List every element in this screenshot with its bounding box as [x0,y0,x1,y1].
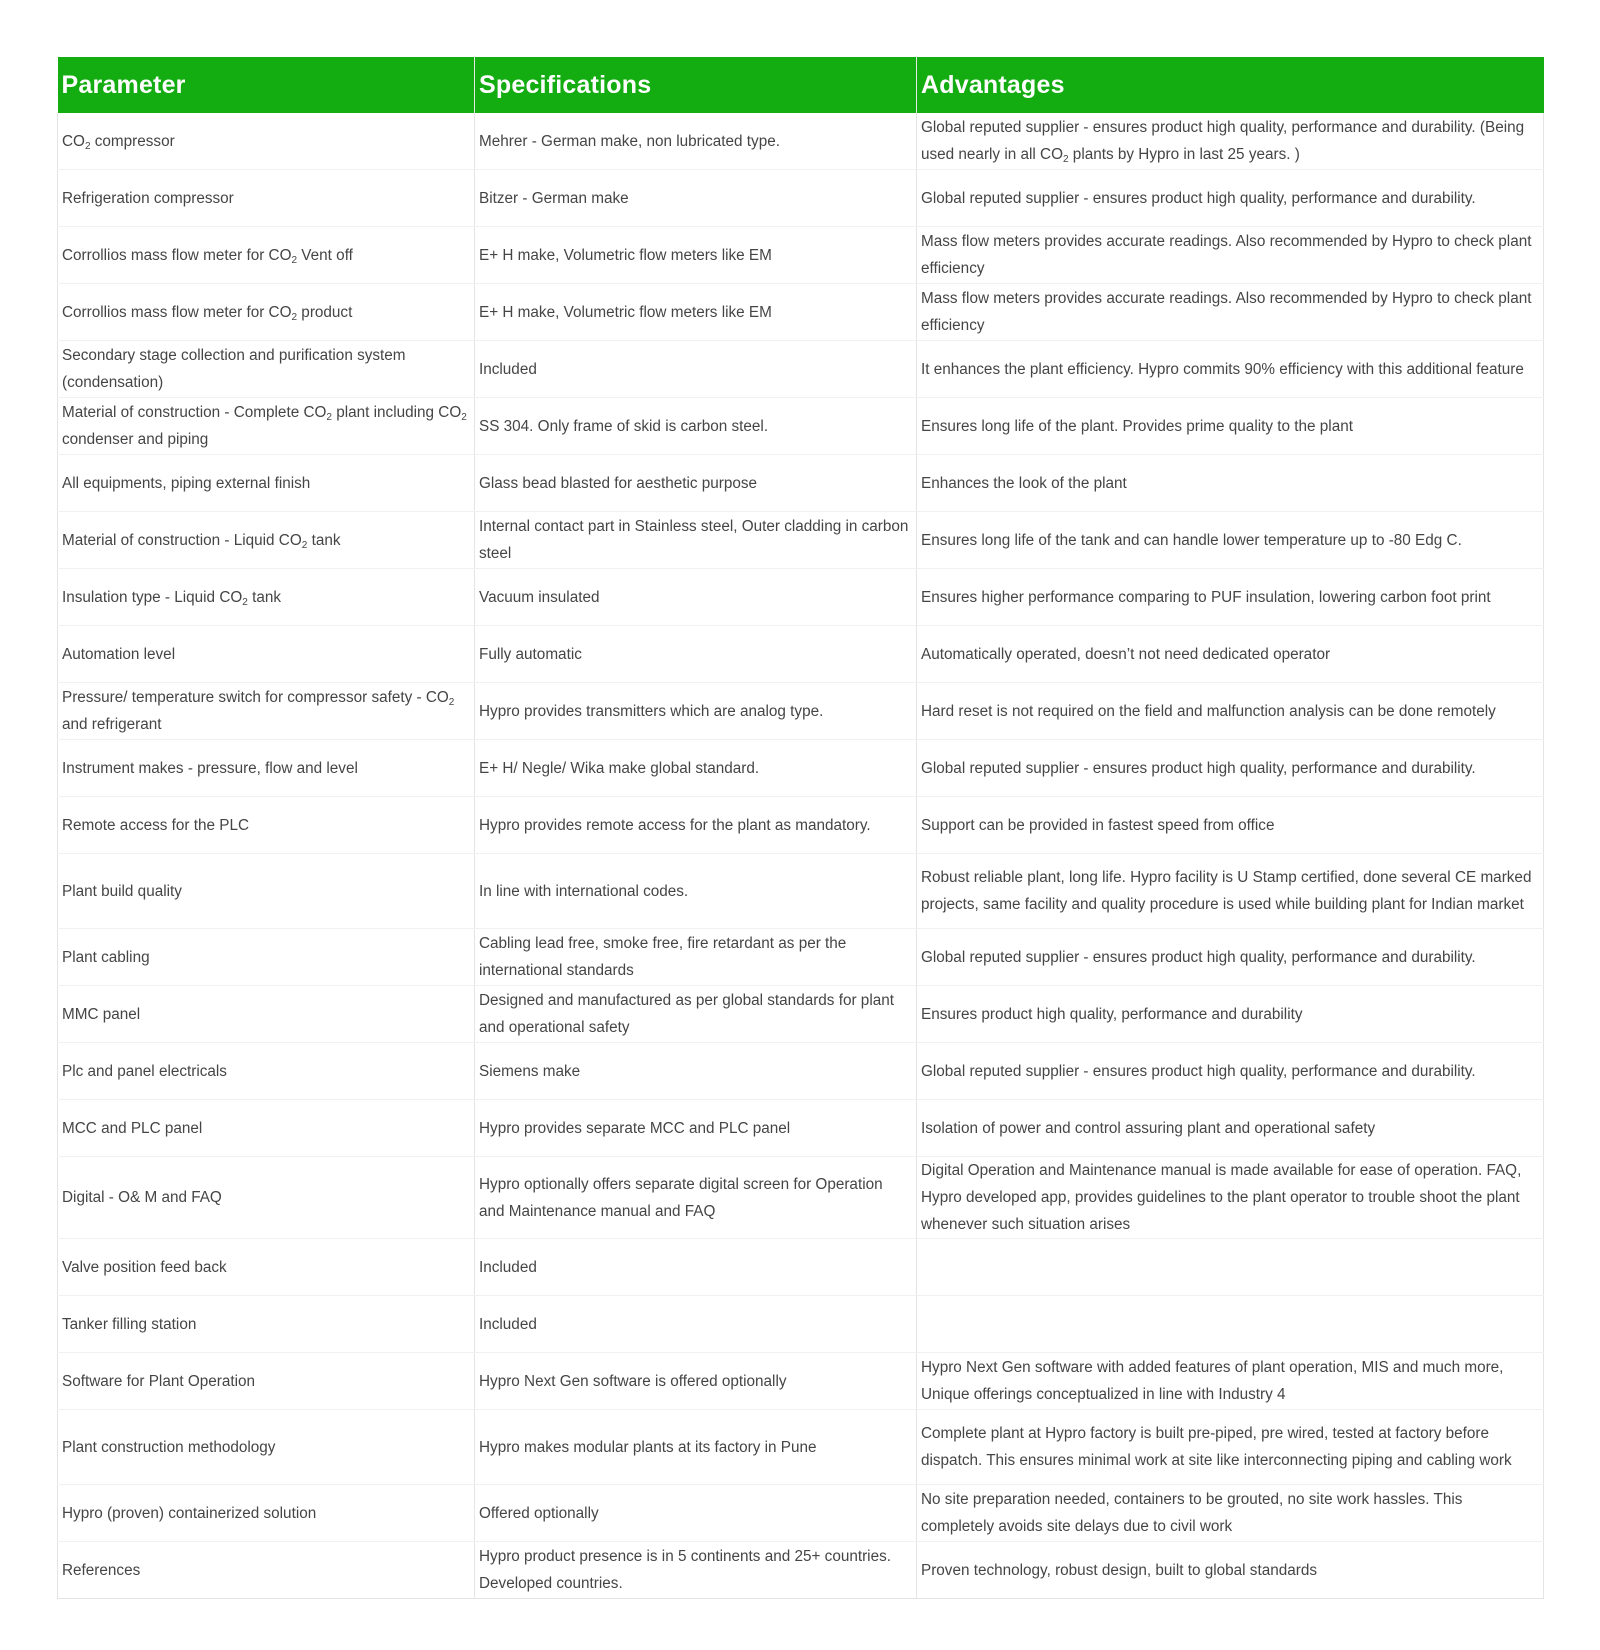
table-row [58,569,1544,626]
text-segment: Digital Operation and Maintenance manual is made available for ease of operation. FAQ, Hypro developed app, provides guidelines to the plant operator to trouble shoot the plant whenever such situation arises [921,1162,1522,1233]
text-segment: All equipments, piping external finish [62,474,311,492]
cell-advantage [917,113,1544,170]
text-segment: CO [62,132,85,150]
cell-advantage [917,569,1544,626]
text-segment: Material of construction - Complete CO [62,404,327,421]
table-row [58,1239,1544,1296]
cell-advantage [917,1410,1544,1485]
text-segment: Hard reset is not required on the field and malfunction analysis can be done remotely [921,702,1496,720]
cell-advantage [917,1296,1544,1353]
cell-specification: Included [475,1239,917,1296]
table-body [58,113,1544,1599]
cell-parameter [58,683,475,740]
text-segment: tank [307,531,341,549]
cell-specification: Offered optionally [475,1485,917,1542]
cell-advantage [917,626,1544,683]
table-row [58,512,1544,569]
text-segment: Software for Plant Operation [62,1372,256,1390]
text-segment: Ensures product high quality, performance and durability [921,1005,1303,1023]
cell-advantage [917,170,1544,227]
cell-parameter [58,1239,475,1296]
text-segment: Isolation of power and control assuring plant and operational safety [921,1119,1376,1137]
subscript: 2 [242,596,248,608]
text-segment: Tanker filling station [62,1315,197,1333]
text-segment: Automatically operated, doesn’t not need dedicated operator [921,645,1331,663]
text-segment: MCC and PLC panel [62,1119,203,1137]
cell-specification: Fully automatic [475,626,917,683]
cell-parameter [58,284,475,341]
subscript: 2 [301,539,308,551]
text-segment: condenser and piping [62,431,209,448]
text-segment: Automation level [62,645,176,663]
table-row [58,341,1544,398]
table-row [58,398,1544,455]
header-advantages: Advantages [917,57,1544,113]
cell-specification: Internal contact part in Stainless steel, Outer cladding in carbon steel [475,512,917,569]
cell-parameter [58,1296,475,1353]
cell-parameter [58,512,475,569]
text-segment: Pressure/ temperature switch for compressor safety - CO [62,689,449,706]
text-segment: and refrigerant [62,716,162,733]
text-segment: Plant build quality [62,882,182,900]
cell-advantage [917,1043,1544,1100]
cell-specification: Hypro provides separate MCC and PLC panel [475,1100,917,1157]
text-segment: Remote access for the PLC [62,816,250,834]
text-segment: tank [247,588,281,606]
cell-advantage [917,683,1544,740]
table-row [58,1410,1544,1485]
table-row [58,1043,1544,1100]
cell-advantage [917,1100,1544,1157]
text-segment: Ensures long life of the plant. Provides prime quality to the plant [921,417,1353,435]
cell-advantage [917,797,1544,854]
table-row [58,455,1544,512]
specification-table [57,57,1544,1599]
cell-advantage [917,341,1544,398]
text-segment: plants by Hypro in last 25 years. ) [1068,146,1300,163]
cell-specification: Cabling lead free, smoke free, fire retardant as per the international standards [475,929,917,986]
table-row [58,113,1544,170]
cell-specification: SS 304. Only frame of skid is carbon steel. [475,398,917,455]
table-row [58,797,1544,854]
cell-parameter [58,740,475,797]
text-segment: Corrollios mass flow meter for CO [62,303,292,321]
subscript: 2 [291,311,298,323]
cell-parameter [58,986,475,1043]
cell-advantage [917,398,1544,455]
cell-specification: In line with international codes. [475,854,917,929]
subscript: 2 [326,412,332,423]
cell-parameter [58,854,475,929]
cell-specification: E+ H make, Volumetric flow meters like EM [475,284,917,341]
cell-advantage [917,512,1544,569]
text-segment: Plc and panel electricals [62,1062,227,1080]
cell-specification: Hypro product presence is in 5 continents and 25+ countries. Developed countries. [475,1542,917,1599]
table-row [58,1542,1544,1599]
text-segment: Enhances the look of the plant [921,474,1127,492]
table-row [58,929,1544,986]
cell-specification: Hypro makes modular plants at its factory in Pune [475,1410,917,1485]
cell-advantage [917,284,1544,341]
cell-specification: Designed and manufactured as per global standards for plant and operational safety [475,986,917,1043]
header-specifications: Specifications [475,57,917,113]
cell-parameter [58,1485,475,1542]
cell-parameter [58,1043,475,1100]
table-row [58,1157,1544,1239]
text-segment: Global reputed supplier - ensures product high quality, performance and durability. [921,1062,1476,1080]
cell-specification: Siemens make [475,1043,917,1100]
cell-advantage [917,1239,1544,1296]
text-segment: product [297,303,353,321]
cell-parameter [58,1542,475,1599]
text-segment: Refrigeration compressor [62,189,234,207]
cell-advantage [917,986,1544,1043]
cell-specification: Hypro provides remote access for the plant as mandatory. [475,797,917,854]
header-parameter: Parameter [58,57,475,113]
cell-specification: Hypro provides transmitters which are analog type. [475,683,917,740]
cell-parameter [58,398,475,455]
text-segment: Plant construction methodology [62,1438,276,1456]
cell-specification: Hypro optionally offers separate digital screen for Operation and Maintenance manual and FAQ [475,1157,917,1239]
text-segment: References [62,1561,141,1579]
text-segment: Material of construction - Liquid CO [62,531,302,549]
cell-specification: Hypro Next Gen software is offered optionally [475,1353,917,1410]
table-row [58,854,1544,929]
text-segment: Corrollios mass flow meter for CO [62,246,292,264]
subscript: 2 [84,140,91,152]
table-row [58,170,1544,227]
cell-specification: Mehrer - German make, non lubricated type. [475,113,917,170]
text-segment: MMC panel [62,1005,141,1023]
cell-specification: Included [475,1296,917,1353]
cell-parameter [58,170,475,227]
subscript: 2 [1063,154,1069,165]
text-segment: Hypro Next Gen software with added features of plant operation, MIS and much more, Unique offerings conceptualized in line with Industry 4 [921,1359,1504,1403]
cell-advantage [917,740,1544,797]
cell-advantage [917,227,1544,284]
subscript: 2 [461,412,467,423]
text-segment: Ensures higher performance comparing to PUF insulation, lowering carbon foot print [921,588,1491,606]
text-segment: plant including CO [331,404,462,421]
cell-parameter [58,455,475,512]
table-row [58,683,1544,740]
cell-advantage [917,1353,1544,1410]
cell-advantage [917,455,1544,512]
table-row [58,1485,1544,1542]
cell-advantage [917,1542,1544,1599]
text-segment: Global reputed supplier - ensures product high quality, performance and durability. [921,759,1476,777]
table-row [58,626,1544,683]
cell-parameter [58,797,475,854]
subscript: 2 [448,697,455,708]
cell-parameter [58,626,475,683]
text-segment: Mass flow meters provides accurate readings. Also recommended by Hypro to check plant efficiency [921,233,1532,277]
text-segment: Robust reliable plant, long life. Hypro facility is U Stamp certified, done several CE marked projects, same facility and quality procedure is used while building plant for Indian market [921,869,1532,913]
text-segment: Mass flow meters provides accurate readings. Also recommended by Hypro to check plant efficiency [921,290,1532,334]
text-segment: Support can be provided in fastest speed from office [921,816,1275,834]
table-row [58,986,1544,1043]
text-segment: compressor [90,132,175,150]
subscript: 2 [291,254,298,266]
cell-parameter [58,1410,475,1485]
text-segment: Global reputed supplier - ensures product high quality, performance and durability. (Being used nearly in all CO [921,119,1525,163]
cell-parameter [58,113,475,170]
text-segment: Plant cabling [62,948,150,966]
cell-advantage [917,929,1544,986]
table-row [58,1100,1544,1157]
text-segment: Instrument makes - pressure, flow and level [62,759,358,777]
text-segment: Proven technology, robust design, built to global standards [921,1561,1317,1579]
cell-parameter [58,929,475,986]
text-segment: Valve position feed back [62,1258,227,1276]
cell-parameter [58,227,475,284]
cell-specification: Bitzer - German make [475,170,917,227]
cell-advantage [917,1157,1544,1239]
cell-parameter [58,1100,475,1157]
header-row [58,57,1544,113]
text-segment: Complete plant at Hypro factory is built pre-piped, pre wired, tested at factory before dispatch. This ensures minimal work at site like interconnecting piping and cabling work [921,1425,1512,1469]
text-segment: Hypro (proven) containerized solution [62,1504,317,1522]
text-segment: Secondary stage collection and purification system (condensation) [62,347,406,391]
cell-parameter [58,569,475,626]
text-segment: Global reputed supplier - ensures product high quality, performance and durability. [921,948,1476,966]
text-segment: Ensures long life of the tank and can handle lower temperature up to -80 Edg C. [921,531,1462,549]
text-segment: Digital - O& M and FAQ [62,1189,222,1206]
table-row [58,284,1544,341]
cell-parameter [58,341,475,398]
cell-specification: Glass bead blasted for aesthetic purpose [475,455,917,512]
text-segment: No site preparation needed, containers to be grouted, no site work hassles. This completely avoids site delays due to civil work [921,1491,1463,1535]
table-row [58,227,1544,284]
table-row [58,740,1544,797]
cell-advantage [917,1485,1544,1542]
table-row [58,1296,1544,1353]
cell-specification: E+ H/ Negle/ Wika make global standard. [475,740,917,797]
cell-parameter [58,1353,475,1410]
table-header [58,57,1544,113]
text-segment: It enhances the plant efficiency. Hypro commits 90% efficiency with this additional feature [921,360,1524,378]
cell-specification: Included [475,341,917,398]
cell-parameter [58,1157,475,1239]
cell-specification: E+ H make, Volumetric flow meters like EM [475,227,917,284]
text-segment: Vent off [297,246,353,264]
text-segment: Global reputed supplier - ensures product high quality, performance and durability. [921,189,1476,207]
cell-specification: Vacuum insulated [475,569,917,626]
text-segment: Insulation type - Liquid CO [62,588,243,606]
table-row [58,1353,1544,1410]
cell-advantage [917,854,1544,929]
